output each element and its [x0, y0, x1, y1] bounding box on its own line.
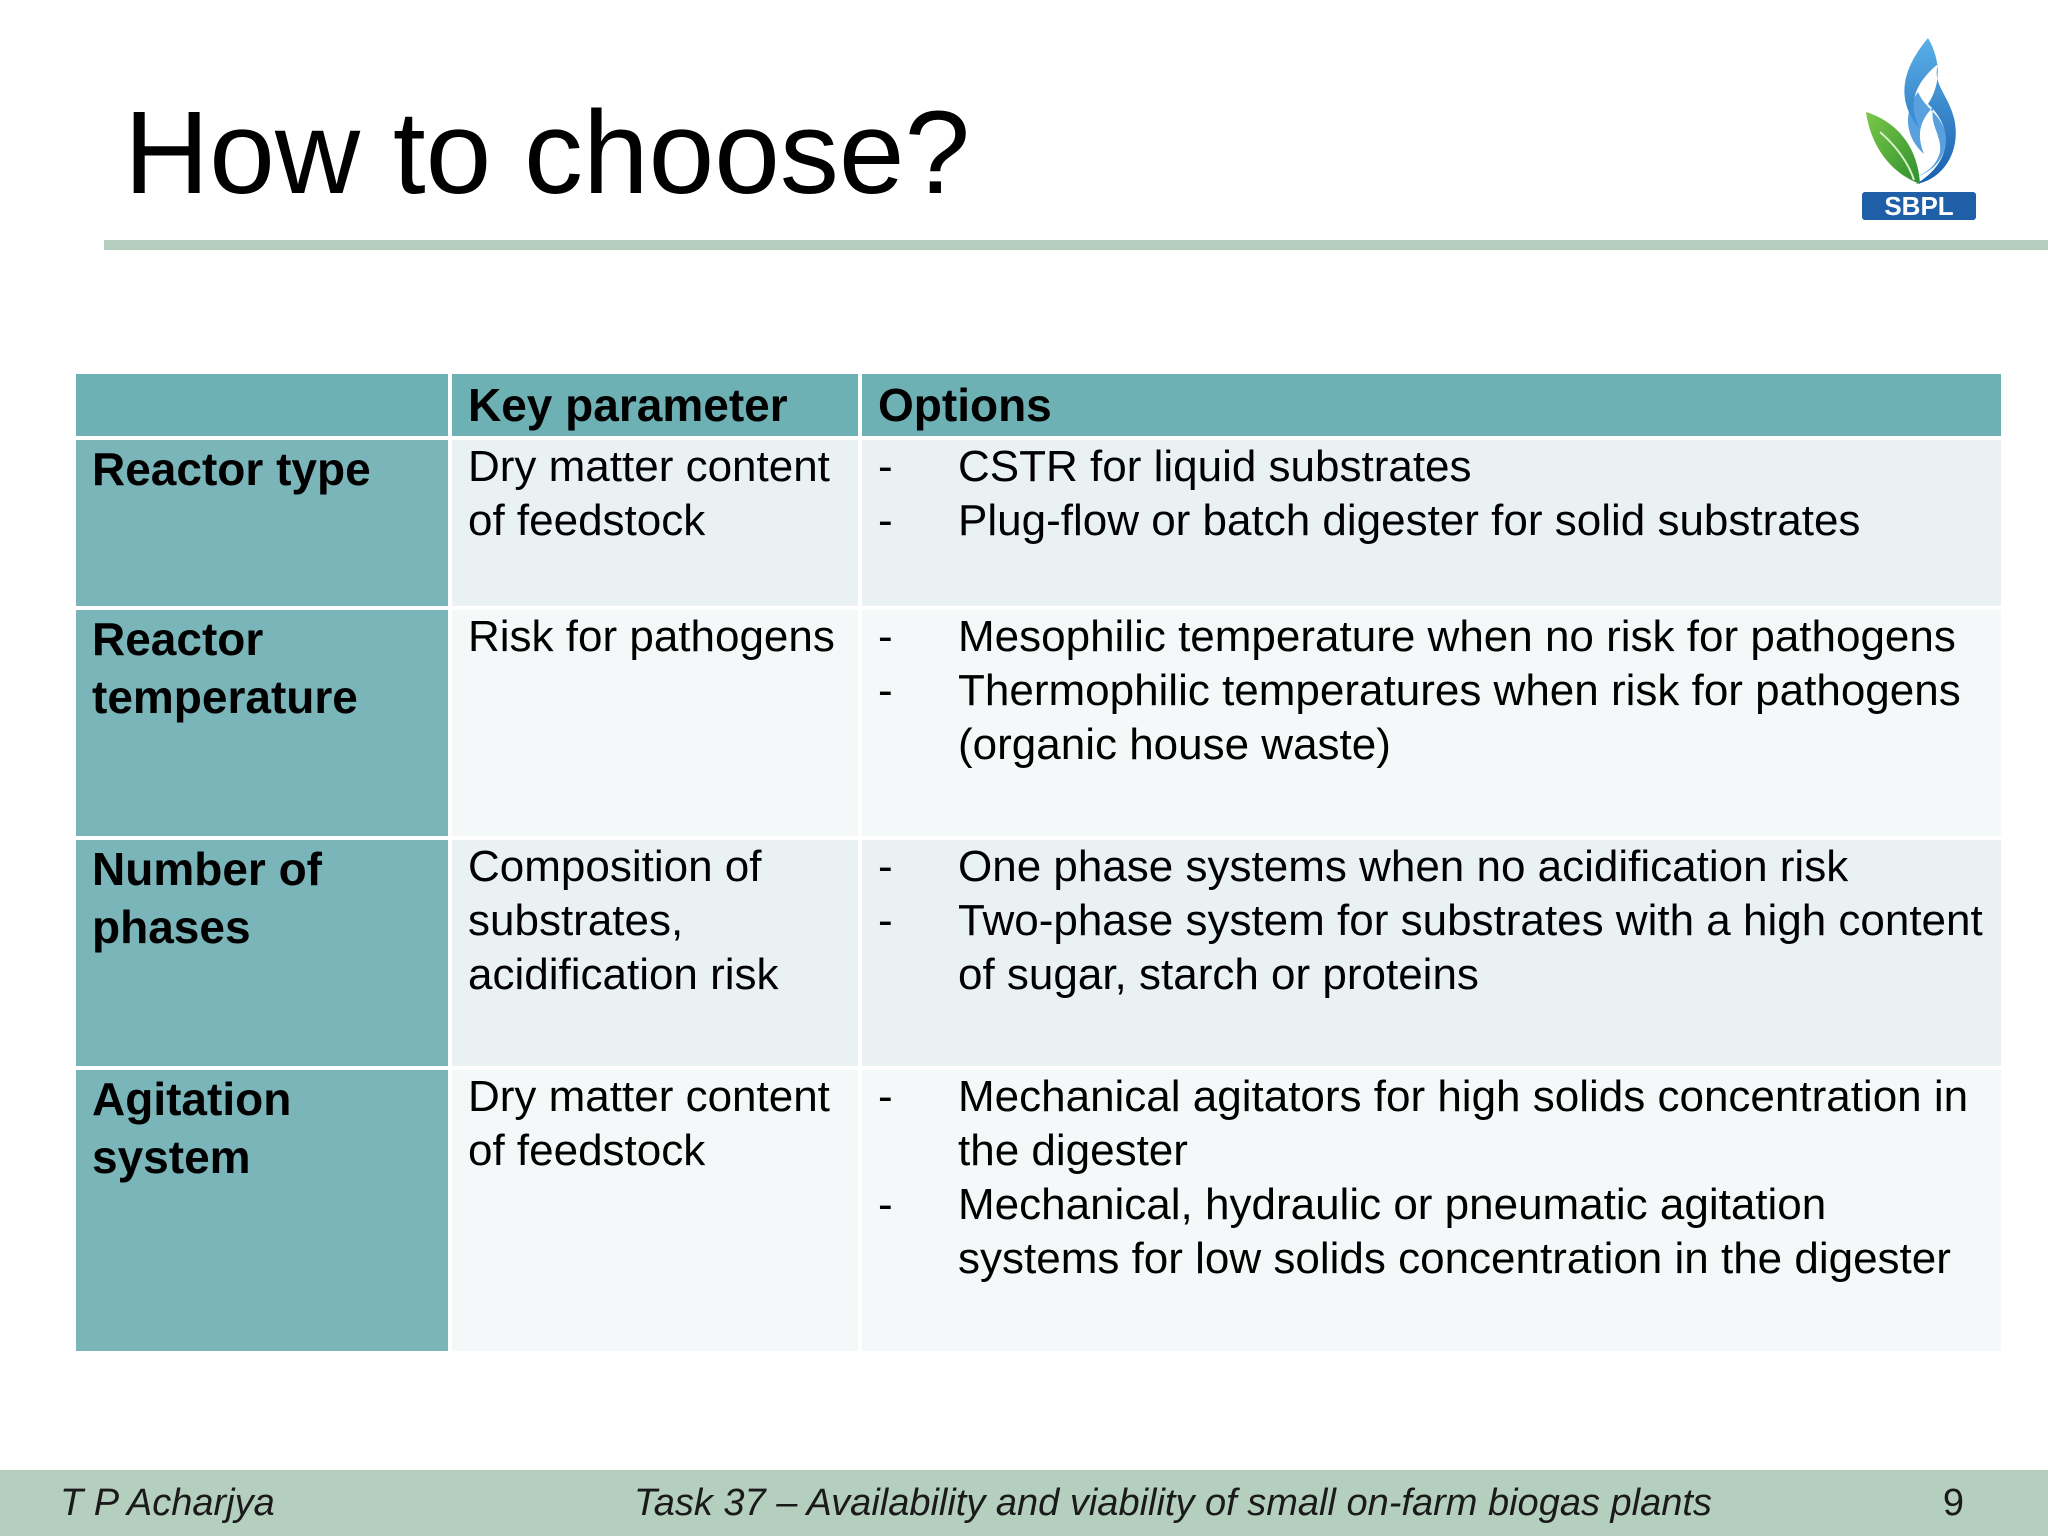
bullet-dash: -: [878, 666, 893, 715]
header-key-parameter: Key parameter: [450, 372, 860, 438]
slide-title: How to choose?: [124, 87, 971, 219]
bullet-dash: -: [878, 1180, 893, 1229]
row-key-parameter: Dry matter content of feedstock: [450, 1068, 860, 1353]
footer-task-title: Task 37 – Availability and viability of small on-farm biogas plants: [634, 1482, 1712, 1524]
option-item: [878, 664, 1985, 772]
row-label: Reactor type: [74, 438, 450, 608]
bullet-dash: -: [878, 442, 893, 491]
option-text: One phase systems when no acidification risk: [958, 842, 1849, 891]
option-text: Mechanical, hydraulic or pneumatic agitation systems for low solids concentration in the digester: [958, 1180, 1951, 1283]
header-options: Options: [860, 372, 2003, 438]
option-text: Mechanical agitators for high solids concentration in the digester: [958, 1072, 1969, 1175]
title-divider: [104, 240, 2048, 250]
row-options: [860, 1068, 2003, 1353]
bullet-dash: -: [878, 896, 893, 945]
option-item: [878, 494, 1985, 548]
table-row: [74, 608, 2003, 838]
option-item: [878, 1178, 1985, 1286]
option-item: [878, 894, 1985, 1002]
table-row: [74, 438, 2003, 608]
option-text: Plug-flow or batch digester for solid substrates: [958, 496, 1861, 545]
footer-author: T P Acharjya: [60, 1482, 275, 1524]
row-key-parameter: Dry matter content of feedstock: [450, 438, 860, 608]
bullet-dash: -: [878, 1072, 893, 1121]
row-options: [860, 838, 2003, 1068]
row-key-parameter: Risk for pathogens: [450, 608, 860, 838]
option-item: [878, 610, 1985, 664]
option-item: [878, 1070, 1985, 1178]
sbpl-logo: [1858, 34, 1980, 224]
option-item: [878, 840, 1985, 894]
row-key-parameter: Composition of substrates, acidification risk: [450, 838, 860, 1068]
page-number: 9: [1942, 1482, 1964, 1524]
option-text: CSTR for liquid substrates: [958, 442, 1472, 491]
logo-text: SBPL: [1884, 191, 1954, 221]
bullet-dash: -: [878, 496, 893, 545]
header-blank: [74, 372, 450, 438]
option-item: [878, 440, 1985, 494]
comparison-table: [72, 370, 2005, 1355]
table-row: [74, 838, 2003, 1068]
table-header-row: [74, 372, 2003, 438]
row-label: Agitation system: [74, 1068, 450, 1353]
table-row: [74, 1068, 2003, 1353]
bullet-dash: -: [878, 842, 893, 891]
option-text: Thermophilic temperatures when risk for pathogens (organic house waste): [958, 666, 1961, 769]
row-options: [860, 608, 2003, 838]
bullet-dash: -: [878, 612, 893, 661]
row-label: Number of phases: [74, 838, 450, 1068]
row-label: Reactor temperature: [74, 608, 450, 838]
option-text: Two-phase system for substrates with a high content of sugar, starch or proteins: [958, 896, 1983, 999]
slide-footer: [0, 1470, 2048, 1536]
option-text: Mesophilic temperature when no risk for pathogens: [958, 612, 1956, 661]
row-options: [860, 438, 2003, 608]
